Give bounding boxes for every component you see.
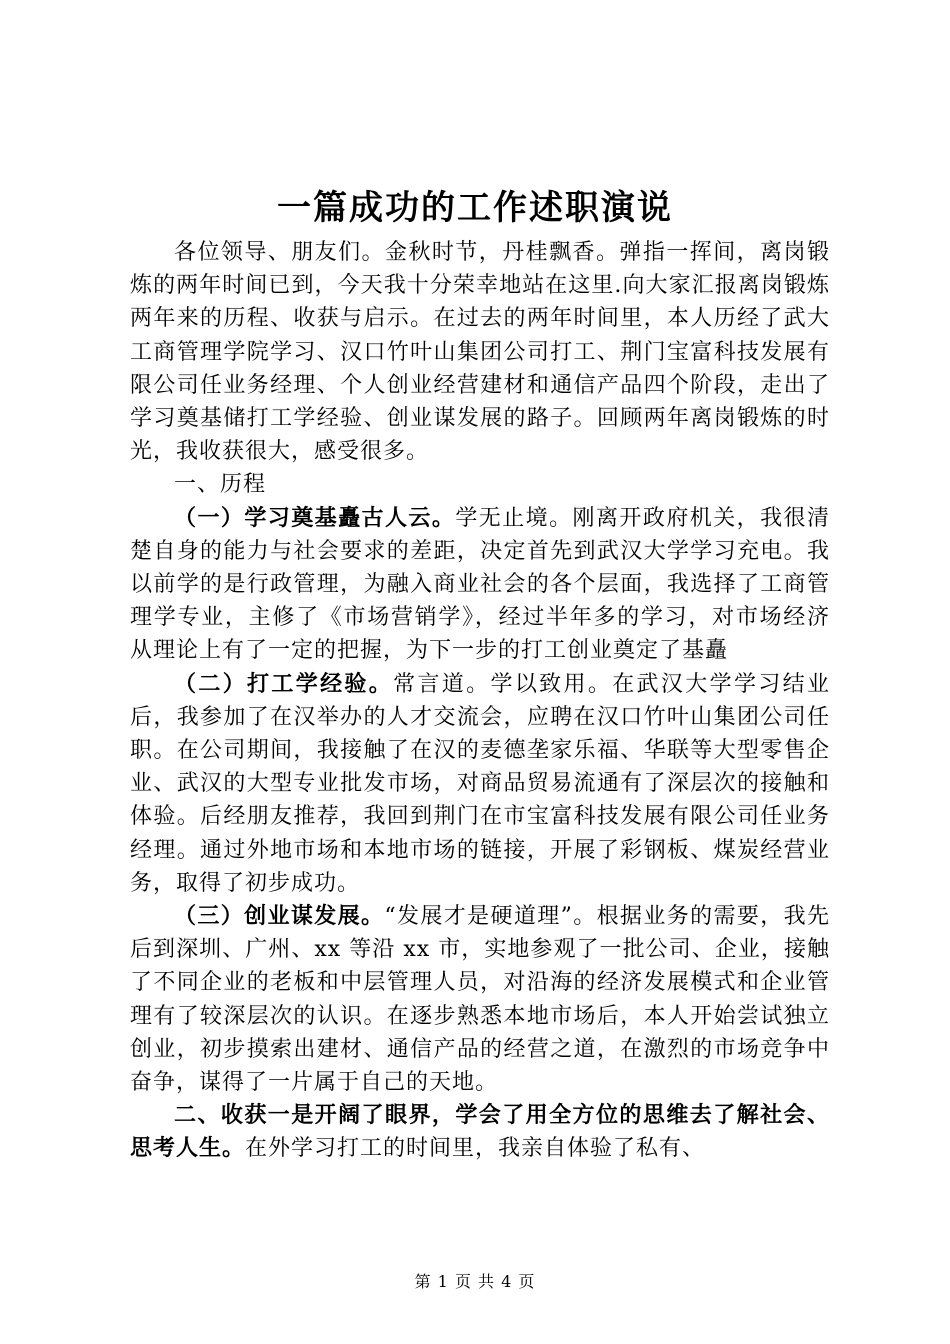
paragraph-gains xyxy=(130,1099,830,1165)
paragraph-text: 在外学习打工的时间里，我亲自体验了私有、 xyxy=(245,1136,706,1162)
paragraph-lead: （三）创业谋发展。 xyxy=(174,904,385,930)
paragraph-study xyxy=(130,502,830,668)
document-title: 一篇成功的工作述职演说 xyxy=(277,188,673,228)
paragraph-lead: （一）学习奠基矗古人云。 xyxy=(174,505,456,531)
paragraph-lead: （二）打工学经验。 xyxy=(174,671,394,697)
paragraph-work xyxy=(130,668,830,900)
paragraph-text: 学无止境。刚离开政府机关，我很清楚自身的能力与社会要求的差距，决定首先到武汉大学学习充电。我以前学的是行政管理，为融入商业社会的各个层面，我选择了工商管理学专业，主修了《市场营销学》，经过半年多的学习，对市场经济从理论上有了一定的把握，为下一步的打工创业奠定了基矗 xyxy=(130,505,830,664)
paragraph-lead: 二、收获一是开阔了眼界，学会了用全方位的思维去了解社会、思考人生。 xyxy=(130,1103,830,1162)
heading-text: 一、历程 xyxy=(174,472,267,498)
document-body xyxy=(130,236,830,1166)
paragraph-text: “发展才是硬道理”。根据业务的需要，我先后到深圳、广州、xx 等沿 xx 市，实地参观了一批公司、企业，接触了不同企业的老板和中层管理人员，对沿海的经济发展模式和企业管理有了较深层次的认识。在逐步熟悉本地市场后，本人开始尝试独立创业，初步摸索出建材、通信产品的经营之道，在激烈的市场竞争中奋争，谋得了一片属于自己的天地。 xyxy=(130,904,830,1096)
paragraph-startup xyxy=(130,900,830,1099)
paragraph-text: 常言道。学以致用。在武汉大学学习结业后，我参加了在汉举办的人才交流会，应聘在汉口竹叶山集团公司任职。在公司期间，我接触了在汉的麦德垄家乐福、华联等大型零售企业、武汉的大型专业批发市场，对商品贸易流通有了深层次的接触和体验。后经朋友推荐，我回到荆门在市宝富科技发展有限公司任业务经理。通过外地市场和本地市场的链接，开展了彩钢板、煤炭经营业务，取得了初步成功。 xyxy=(130,671,830,896)
paragraph-text: 各位领导、朋友们。金秋时节，丹桂飘香。弹指一挥间，离岗锻炼的两年时间已到，今天我十分荣幸地站在这里.向大家汇报离岗锻炼两年来的历程、收获与启示。在过去的两年时间里，本人历经了武大工商管理学院学习、汉口竹叶山集团公司打工、荆门宝富科技发展有限公司任业务经理、个人创业经营建材和通信产品四个阶段，走出了学习奠基储打工学经验、创业谋发展的路子。回顾两年离岗锻炼的时光，我收获很大，感受很多。 xyxy=(130,240,830,465)
section-heading-history xyxy=(130,468,830,501)
page-footer: 第 1 页 共 4 页 xyxy=(414,1272,536,1291)
paragraph-intro xyxy=(130,236,830,468)
